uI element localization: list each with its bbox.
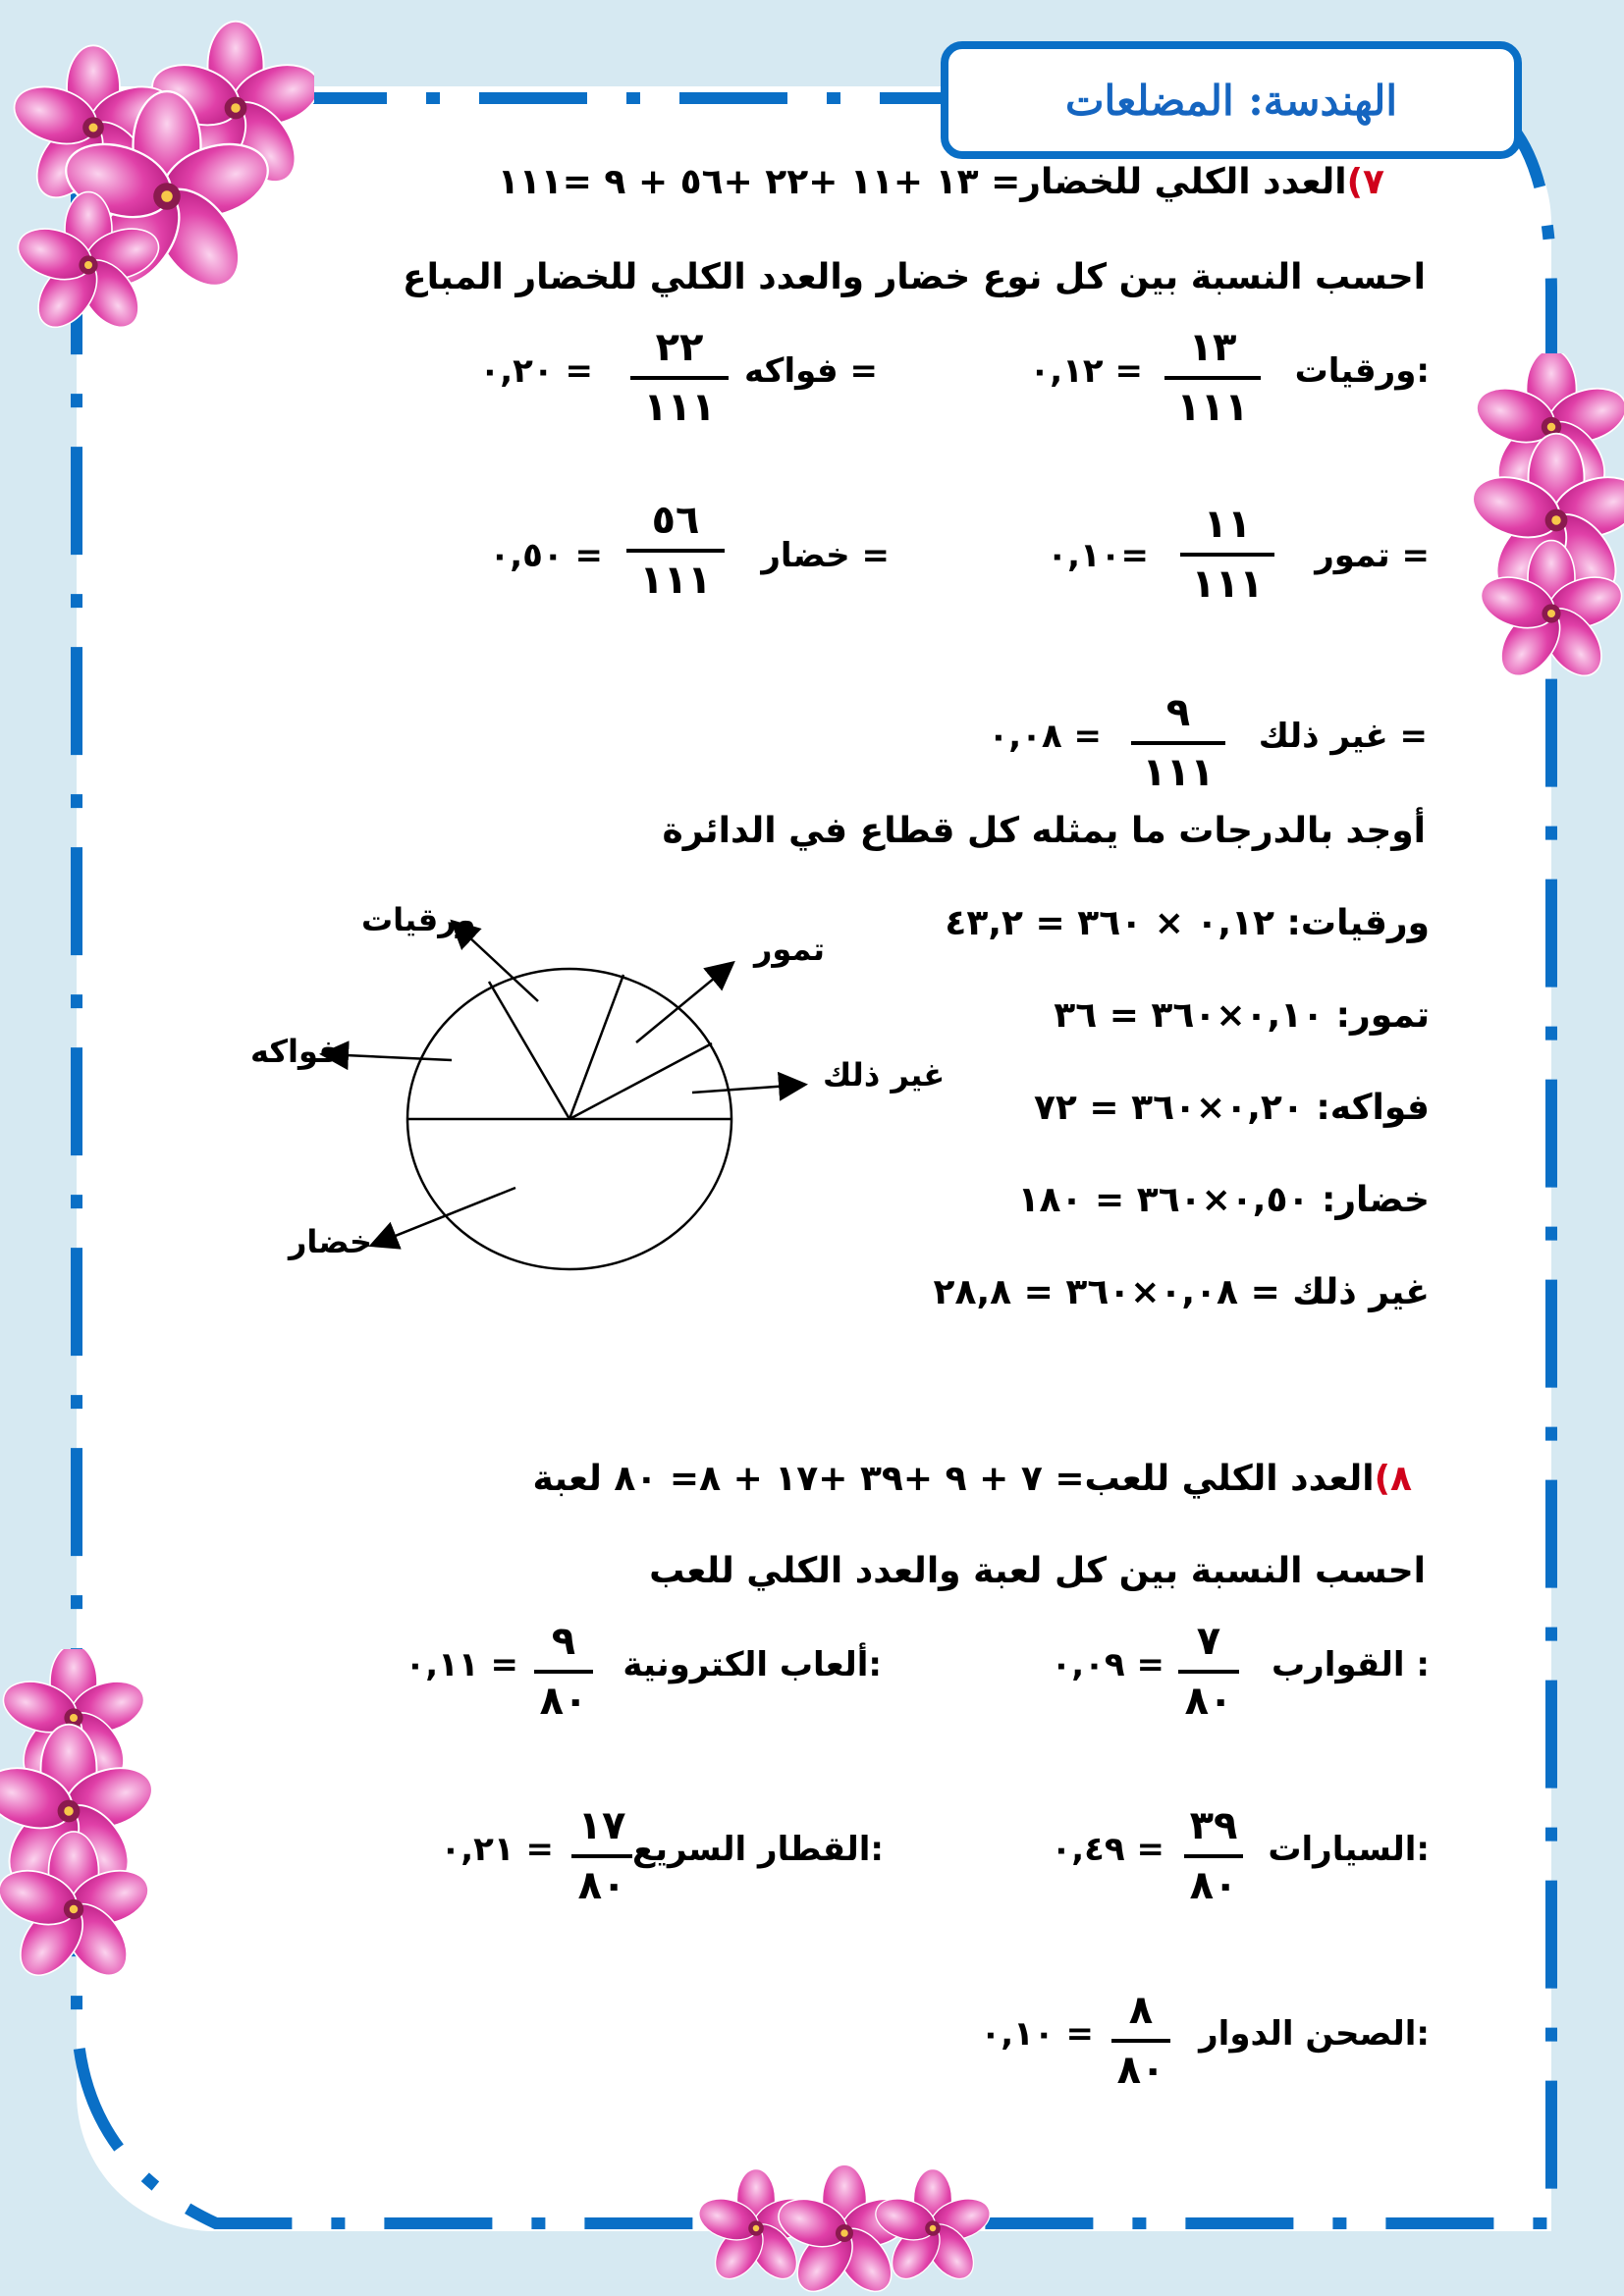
- ratio-result-electronic-games: = ٠,١١: [405, 1645, 518, 1684]
- ratio-result-dates: =٠,١٠: [1047, 536, 1149, 575]
- denominator: ٨٠: [539, 1679, 588, 1724]
- numerator: ١١: [1203, 502, 1252, 547]
- q8-number: ٨): [1374, 1459, 1412, 1499]
- ratio-label-boats: القوارب :: [1271, 1645, 1430, 1684]
- numerator: ٧: [1196, 1619, 1221, 1664]
- numerator: ٣٩: [1189, 1803, 1238, 1848]
- fraction-vegetables: [626, 498, 725, 603]
- numerator: ٩: [551, 1619, 576, 1664]
- ratio-result-boats: = ٠,٠٩: [1051, 1645, 1164, 1684]
- fraction-spinning-saucer: [1111, 1988, 1170, 2093]
- numerator: ١٧: [577, 1803, 626, 1848]
- numerator: ٨: [1128, 1988, 1154, 2033]
- flower-icon: [0, 20, 314, 334]
- degree-row-fruits: فواكه: ٠,٢٠×٣٦٠ = ٧٢: [1033, 1088, 1430, 1128]
- q8-instruction: احسب النسبة بين كل لعبة والعدد الكلي للعب: [649, 1551, 1426, 1591]
- ratio-label-other: غير ذلك =: [1258, 717, 1428, 756]
- q7-total-line: [498, 162, 1384, 202]
- numerator: ١٣: [1188, 325, 1237, 370]
- q8-total-text: العدد الكلي للعب= ٧ + ٩ +٣٩ +١٧ + ٨= ٨٠ لعبة: [532, 1459, 1375, 1499]
- arrow-other: [692, 1085, 803, 1093]
- denominator: ٨٠: [1184, 1679, 1233, 1724]
- fraction-dates: [1180, 502, 1274, 607]
- q7-degrees-instruction: أوجد بالدرجات ما يمثله كل قطاع في الدائرة: [662, 811, 1426, 851]
- pie-label-leafy: ورقيات: [361, 901, 476, 938]
- fraction-boats: [1178, 1619, 1239, 1724]
- denominator: ١١١: [1191, 561, 1264, 607]
- numerator: ٢٢: [655, 325, 704, 370]
- denominator: ٨٠: [577, 1863, 626, 1908]
- fraction-electronic-games: [534, 1619, 593, 1724]
- fraction-fruits: [630, 325, 729, 430]
- q7-total-text: العدد الكلي للخضار= ١٣ +١١ +٢٢ +٥٦ + ٩ =١١١: [497, 162, 1347, 202]
- fraction-cars: [1184, 1803, 1243, 1908]
- ratio-result-vegetables: = ٠,٥٠: [489, 536, 603, 575]
- pie-radius-2: [569, 975, 623, 1119]
- ratio-label-dates: تمور =: [1315, 536, 1430, 575]
- denominator: ٨٠: [1189, 1863, 1238, 1908]
- q7-instruction: احسب النسبة بين كل نوع خضار والعدد الكلي للخضار المباع: [403, 257, 1426, 297]
- q7-number: ٧): [1346, 162, 1384, 202]
- ratio-label-leafy: ورقيات:: [1294, 351, 1430, 391]
- fraction-other: [1131, 690, 1225, 795]
- ratio-result-fruits: = ٠,٢٠: [479, 351, 593, 391]
- title-box: [941, 41, 1522, 159]
- pie-radius-1: [489, 982, 569, 1119]
- degree-row-vegetables: خضار: ٠,٥٠×٣٦٠ = ١٨٠: [1017, 1180, 1430, 1220]
- denominator: ١١١: [643, 385, 716, 430]
- arrow-dates: [636, 964, 731, 1042]
- ratio-label-express-train: القطار السريع:: [632, 1830, 884, 1869]
- ratio-label-electronic-games: ألعاب الكترونية:: [623, 1645, 882, 1684]
- page-title: الهندسة: المضلعات: [1064, 76, 1398, 125]
- ratio-result-leafy: = ٠,١٢: [1029, 351, 1143, 391]
- ratio-label-cars: السيارات:: [1268, 1830, 1430, 1869]
- pie-label-fruits: فواكه: [250, 1033, 339, 1070]
- ratio-label-fruits: فواكه =: [744, 351, 878, 391]
- pie-label-vegetables: خضار: [289, 1223, 373, 1260]
- denominator: ١١١: [1142, 750, 1215, 795]
- flower-icon: [1453, 353, 1624, 687]
- denominator: ١١١: [1176, 385, 1249, 430]
- flower-icon: [0, 1649, 157, 1983]
- q8-total-line: [533, 1459, 1413, 1499]
- fraction-express-train: [571, 1803, 632, 1908]
- ratio-result-other: = ٠,٠٨: [988, 717, 1102, 756]
- arrow-fruits: [324, 1054, 452, 1060]
- denominator: ١١١: [639, 558, 712, 603]
- numerator: ٥٦: [651, 498, 700, 543]
- denominator: ٨٠: [1116, 2048, 1165, 2093]
- fraction-leafy: [1164, 325, 1261, 430]
- ratio-result-cars: = ٠,٤٩: [1051, 1830, 1164, 1869]
- ratio-result-express-train: = ٠,٢١: [440, 1830, 554, 1869]
- pie-label-dates: تمور: [754, 931, 825, 968]
- degree-row-leafy: ورقيات: ٠,١٢ × ٣٦٠ = ٤٣,٢: [945, 903, 1430, 943]
- ratio-result-spinning-saucer: = ٠,١٠: [980, 2014, 1094, 2054]
- pie-label-other: غير ذلك: [823, 1056, 946, 1094]
- pie-radius-3: [569, 1043, 712, 1119]
- numerator: ٩: [1165, 690, 1191, 735]
- ratio-label-spinning-saucer: الصحن الدوار:: [1199, 2014, 1430, 2054]
- arrow-vegetables: [373, 1188, 515, 1245]
- ratio-label-vegetables: خضار =: [761, 536, 890, 575]
- flower-icon: [687, 2160, 1001, 2296]
- degree-row-other: غير ذلك = ٠,٠٨×٣٦٠ = ٢٨,٨: [933, 1272, 1430, 1312]
- degree-row-dates: تمور: ٠,١٠×٣٦٠ = ٣٦: [1054, 995, 1430, 1036]
